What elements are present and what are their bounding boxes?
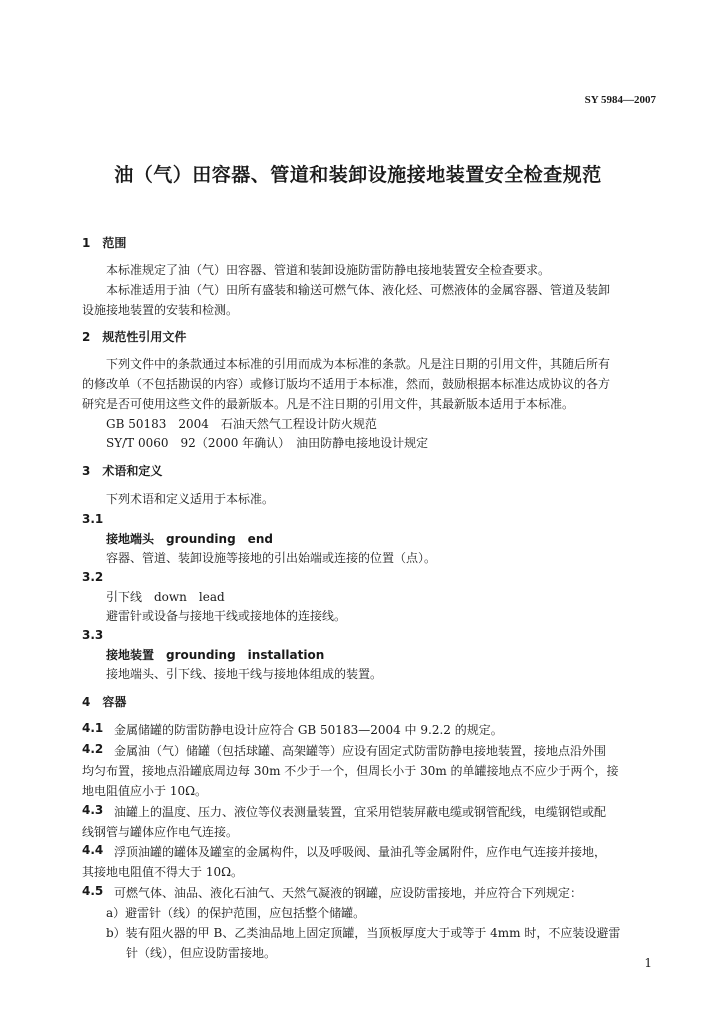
section-1-paragraph: 本标准适用于油（气）田所有盛装和输送可燃气体、液化烃、可燃液体的金属容器、管道及装卸	[106, 283, 611, 297]
term-name: 接地端头 grounding end	[106, 532, 273, 546]
term-number: 3.3	[82, 628, 104, 642]
clause-text: 地电阻值应小于 10Ω。	[82, 784, 208, 798]
clause-text: 线钢管与罐体应作电气连接。	[82, 825, 239, 839]
term-number: 3.2	[82, 570, 104, 584]
term-name: 引下线 down lead	[106, 590, 225, 604]
clause-number: 4.2	[82, 742, 104, 756]
standard-number: SY 5984—2007	[584, 94, 656, 106]
page-number: 1	[644, 956, 652, 970]
section-4-heading: 4 容器	[82, 695, 127, 709]
clause-text: 其接地电阻值不得大于 10Ω。	[82, 865, 244, 879]
term-number: 3.1	[82, 512, 104, 526]
clause-text: 浮顶油罐的罐体及罐室的金属构件，以及呼吸阀、量油孔等金属附件，应作电气连接并接地，	[114, 845, 607, 859]
clause-number: 4.1	[82, 721, 104, 735]
clause-text: 金属储罐的防雷防静电设计应符合 GB 50183—2004 中 9.2.2 的规定。	[114, 723, 503, 737]
clause-number: 4.3	[82, 803, 104, 817]
clause-text: 均匀布置，接地点沿罐底周边每 30m 不少于一个，但周长小于 30m 的单罐接地点不应少于两个，接	[82, 764, 619, 778]
term-definition: 容器、管道、装卸设施等接地的引出始端或连接的位置（点）。	[106, 551, 437, 565]
section-1-paragraph: 本标准规定了油（气）田容器、管道和装卸设施防雷防静电接地装置安全检查要求。	[106, 263, 551, 277]
reference-item: SY/T 0060 92（2000 年确认） 油田防静电接地设计规定	[106, 436, 429, 450]
section-2-paragraph: 的修改单（不包括勘误的内容）或修订版均不适用于本标准，然而，鼓励根据本标准达成协议的各方	[82, 377, 611, 391]
document-title: 油（气）田容器、管道和装卸设施接地装置安全检查规范	[114, 164, 602, 186]
section-1-heading: 1 范围	[82, 236, 127, 250]
clause-number: 4.5	[82, 884, 104, 898]
clause-number: 4.4	[82, 843, 104, 857]
term-definition: 接地端头、引下线、接地干线与接地体组成的装置。	[106, 667, 383, 681]
section-2-heading: 2 规范性引用文件	[82, 330, 187, 344]
list-item: b）装有阻火器的甲 B、乙类油品地上固定顶罐，当顶板厚度大于或等于 4mm 时，不应装设避雷	[106, 926, 621, 940]
section-2-paragraph: 研究是否可使用这些文件的最新版本。凡是不注日期的引用文件，其最新版本适用于本标准。	[82, 397, 575, 411]
clause-text: 可燃气体、油品、液化石油气、天然气凝液的钢罐，应设防雷接地，并应符合下列规定：	[114, 886, 583, 900]
list-item: a）避雷针（线）的保护范围，应包括整个储罐。	[106, 906, 366, 920]
term-definition: 避雷针或设备与接地干线或接地体的连接线。	[106, 609, 347, 623]
section-3-heading: 3 术语和定义	[82, 464, 163, 478]
section-2-paragraph: 下列文件中的条款通过本标准的引用而成为本标准的条款。凡是注日期的引用文件，其随后所有	[106, 357, 611, 371]
section-3-intro: 下列术语和定义适用于本标准。	[106, 492, 275, 506]
list-item: 针（线），但应设防雷接地。	[126, 946, 277, 960]
term-name: 接地装置 grounding installation	[106, 648, 325, 662]
clause-text: 金属油（气）储罐（包括球罐、高架罐等）应设有固定式防雷防静电接地装置，接地点沿外围	[114, 744, 607, 758]
section-1-paragraph: 设施接地装置的安装和检测。	[82, 303, 239, 317]
reference-item: GB 50183 2004 石油天然气工程设计防火规范	[106, 417, 377, 431]
clause-text: 油罐上的温度、压力、液位等仪表测量装置，宜采用铠装屏蔽电缆或钢管配线，电缆钢铠或配	[114, 805, 607, 819]
